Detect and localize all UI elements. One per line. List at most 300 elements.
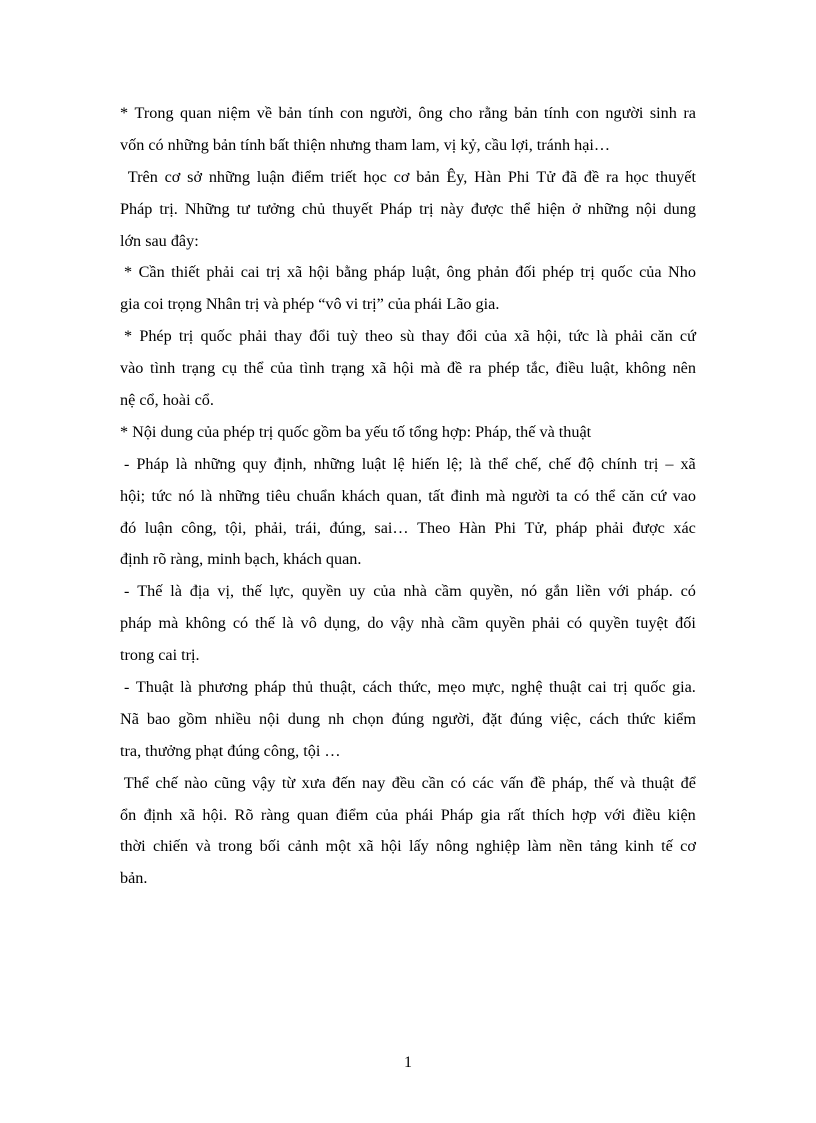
text-line bbox=[120, 516, 696, 548]
text-word: Pháp bbox=[440, 805, 474, 824]
text-word: Pháp bbox=[120, 199, 153, 218]
text-word: để bbox=[680, 773, 696, 792]
text-line bbox=[120, 356, 696, 388]
text-word: luật, bbox=[590, 359, 619, 378]
text-word: cai bbox=[587, 678, 607, 697]
text-word: Hàn bbox=[458, 518, 486, 537]
text-word: lực, bbox=[269, 582, 294, 601]
text-word: quyền bbox=[485, 614, 525, 633]
text-word: Tử bbox=[536, 167, 555, 186]
text-line bbox=[120, 420, 696, 452]
text-line bbox=[120, 133, 696, 165]
text-word: hội bbox=[393, 359, 414, 378]
text-word: nội bbox=[635, 199, 657, 218]
text-word: vậy bbox=[390, 614, 414, 633]
text-word: nên bbox=[672, 359, 696, 378]
text-word: hội bbox=[380, 837, 402, 856]
text-word: sai… bbox=[374, 518, 409, 537]
text-line-content: * Nội dung của phép trị quốc gồm ba yếu tố tổng hợp: Pháp, thế và thuật bbox=[120, 422, 592, 441]
text-word: có bbox=[680, 582, 696, 601]
text-word: gia. bbox=[672, 678, 696, 697]
text-word: xưa bbox=[301, 773, 326, 792]
text-word: mà bbox=[485, 486, 506, 505]
text-word: cai bbox=[240, 263, 260, 282]
text-word: * bbox=[120, 263, 133, 282]
text-word: nông bbox=[436, 837, 469, 856]
text-word: liền bbox=[576, 582, 601, 601]
text-word: ra bbox=[683, 104, 696, 122]
text-word: là bbox=[180, 678, 192, 697]
text-word: xã bbox=[371, 359, 387, 378]
text-word: tưởng bbox=[256, 199, 295, 218]
text-word: phải bbox=[239, 327, 267, 346]
text-word: cho bbox=[449, 104, 473, 122]
text-word: Những bbox=[184, 199, 230, 218]
text-word: có bbox=[450, 773, 466, 792]
text-word: kiện bbox=[667, 805, 696, 824]
text-word: nhiều bbox=[215, 709, 251, 728]
text-word: phải bbox=[595, 518, 624, 537]
text-word: quan, bbox=[386, 486, 422, 505]
text-word: bằng bbox=[335, 263, 368, 282]
text-word: các bbox=[472, 773, 494, 792]
text-word: làm bbox=[527, 837, 552, 856]
text-word: vị, bbox=[217, 582, 235, 601]
text-word: thế bbox=[241, 582, 262, 601]
text-word: pháp, bbox=[551, 773, 588, 792]
text-word: vô bbox=[300, 614, 317, 633]
text-word: rằng bbox=[478, 104, 508, 122]
text-word: thể bbox=[510, 199, 531, 218]
text-word: là bbox=[170, 582, 182, 601]
text-line-content: bản. bbox=[120, 869, 148, 888]
text-word: với bbox=[604, 805, 626, 824]
text-word: cầm bbox=[434, 582, 462, 601]
text-word: xác bbox=[673, 518, 696, 537]
text-word: theo bbox=[365, 327, 393, 346]
page-number: 1 bbox=[404, 1054, 412, 1071]
text-word: xã bbox=[514, 327, 530, 346]
text-line bbox=[120, 579, 696, 611]
text-word: của bbox=[270, 359, 293, 378]
text-word: trị bbox=[419, 199, 434, 218]
text-word: ta bbox=[556, 486, 568, 505]
text-word: đến bbox=[332, 773, 356, 792]
text-word: phái bbox=[405, 805, 434, 824]
text-word: nội bbox=[259, 709, 280, 728]
text-line bbox=[120, 834, 696, 866]
text-word: nó bbox=[520, 582, 538, 601]
text-word: chế bbox=[155, 773, 178, 792]
text-word: của bbox=[375, 805, 399, 824]
text-word: chính bbox=[601, 454, 638, 473]
text-word: Pháp bbox=[136, 454, 169, 473]
text-word: việc, bbox=[550, 709, 582, 728]
text-word: địa bbox=[189, 582, 210, 601]
text-word: thức, bbox=[398, 678, 432, 697]
text-word: Phi bbox=[494, 518, 517, 537]
text-line bbox=[120, 707, 696, 739]
text-line bbox=[120, 260, 696, 292]
text-word: thủ bbox=[292, 678, 314, 697]
text-word: nay bbox=[361, 773, 386, 792]
text-word: con bbox=[339, 104, 364, 122]
text-word: đề bbox=[583, 167, 600, 186]
text-word: là bbox=[175, 454, 188, 473]
text-word: ra bbox=[468, 359, 482, 378]
text-word: con bbox=[575, 104, 599, 122]
text-word: kiểm bbox=[663, 709, 696, 728]
text-word: bao bbox=[146, 709, 171, 728]
text-word: đổi bbox=[456, 327, 478, 346]
text-word: những bbox=[208, 167, 250, 186]
text-word: đúng, bbox=[329, 518, 366, 537]
text-word: gắn bbox=[544, 582, 569, 601]
text-word: mà bbox=[158, 614, 179, 633]
text-word: này bbox=[440, 199, 464, 218]
text-word: Cần bbox=[138, 263, 165, 282]
text-word: điều bbox=[555, 359, 584, 378]
text-word: tội, bbox=[225, 518, 247, 537]
text-word: học bbox=[363, 167, 387, 186]
text-word: xã bbox=[680, 454, 696, 473]
text-word: sở bbox=[187, 167, 203, 186]
text-word: cứ bbox=[650, 486, 667, 505]
text-word: thức bbox=[627, 709, 656, 728]
text-word: đối bbox=[515, 263, 536, 282]
text-word: xã bbox=[286, 263, 303, 282]
text-line-content: lớn sau đây: bbox=[120, 231, 199, 250]
text-word: quyền bbox=[589, 614, 629, 633]
text-word: thể bbox=[595, 486, 616, 505]
text-word: vao bbox=[672, 486, 696, 505]
text-word: tất bbox=[428, 486, 445, 505]
text-word: quyền bbox=[301, 582, 342, 601]
text-word: Nho bbox=[668, 263, 696, 282]
text-word: do bbox=[367, 614, 384, 633]
text-word: đặt bbox=[482, 709, 502, 728]
text-word: pháp bbox=[120, 614, 152, 633]
text-word: vấn bbox=[500, 773, 524, 792]
text-line bbox=[120, 739, 696, 771]
text-word: lệ; bbox=[446, 454, 463, 473]
text-word: có bbox=[573, 486, 590, 505]
text-word: pháp bbox=[373, 263, 406, 282]
text-word: quốc bbox=[601, 263, 633, 282]
text-word: - bbox=[120, 582, 130, 601]
text-word: Thế bbox=[137, 582, 163, 601]
text-word: xã bbox=[358, 837, 374, 856]
text-word: đối bbox=[675, 614, 696, 633]
text-word: ra bbox=[605, 167, 619, 186]
text-word: hợp bbox=[571, 805, 597, 824]
text-word: quy bbox=[242, 454, 267, 473]
text-word: người bbox=[605, 104, 644, 122]
text-word: thế bbox=[593, 773, 614, 792]
text-word: lệ bbox=[392, 454, 405, 473]
text-word: sù bbox=[400, 327, 415, 346]
text-word: trị bbox=[613, 678, 628, 697]
text-line bbox=[120, 803, 696, 835]
text-line bbox=[120, 292, 696, 324]
text-word: đúng bbox=[509, 709, 543, 728]
text-word: phép bbox=[488, 359, 520, 378]
text-word: rất bbox=[507, 805, 525, 824]
text-word: luận bbox=[144, 518, 173, 537]
text-word: hiện bbox=[537, 199, 566, 218]
text-line bbox=[120, 547, 696, 579]
text-word: thích bbox=[532, 805, 565, 824]
text-word: là bbox=[596, 327, 608, 346]
text-line bbox=[120, 324, 696, 356]
text-word: Nã bbox=[120, 709, 139, 728]
text-word: chế bbox=[548, 454, 571, 473]
text-line-content: gia coi trọng Nhân trị và phép “vô vi trị” của phái Lão gia. bbox=[120, 295, 500, 314]
text-word: cụ bbox=[221, 359, 238, 378]
text-word: tính bbox=[543, 104, 570, 122]
text-word: quyền, bbox=[469, 582, 514, 601]
text-word: những bbox=[218, 486, 260, 505]
text-word: pháp bbox=[254, 678, 286, 697]
text-line-content: vốn có những bản tính bất thiện nhưng tham lam, vị kỷ, cầu lợi, tránh hại… bbox=[120, 135, 611, 154]
text-word: và bbox=[195, 837, 211, 856]
text-word: ràng bbox=[260, 805, 290, 824]
text-word: lấy bbox=[408, 837, 429, 856]
text-word: luật, bbox=[411, 263, 441, 282]
text-word: thay bbox=[274, 327, 303, 346]
text-word: tình bbox=[299, 359, 325, 378]
text-word: hội, bbox=[536, 327, 562, 346]
text-word: có bbox=[232, 614, 249, 633]
text-word: người, bbox=[369, 104, 412, 122]
text-word: quan bbox=[180, 104, 212, 122]
text-word: nhà bbox=[403, 582, 427, 601]
text-word: phép bbox=[542, 263, 574, 282]
text-word: điều bbox=[632, 805, 661, 824]
text-word: tảng bbox=[589, 837, 618, 856]
text-word: người, bbox=[432, 709, 475, 728]
text-word: cách bbox=[589, 709, 619, 728]
text-word: đều bbox=[391, 773, 416, 792]
text-word: điểm bbox=[291, 167, 324, 186]
text-word: kinh bbox=[624, 837, 654, 856]
text-word: Pháp bbox=[379, 199, 413, 218]
text-word: được bbox=[632, 518, 665, 537]
text-word: không bbox=[625, 359, 666, 378]
text-word: tắc, bbox=[526, 359, 550, 378]
text-word: mà bbox=[420, 359, 441, 378]
text-word: đổi bbox=[309, 327, 330, 346]
text-word: * bbox=[120, 104, 129, 122]
text-word: luận bbox=[256, 167, 285, 186]
text-line bbox=[120, 484, 696, 516]
text-word: những bbox=[587, 199, 629, 218]
text-word: bản bbox=[278, 104, 302, 122]
text-word: dụng, bbox=[323, 614, 361, 633]
text-word: tế bbox=[661, 837, 673, 856]
text-word: nhà bbox=[420, 614, 445, 633]
text-word: dung bbox=[287, 709, 321, 728]
text-word: cơ bbox=[164, 167, 181, 186]
text-word: cơ bbox=[393, 167, 410, 186]
text-word: với bbox=[608, 582, 630, 601]
text-word: thuật bbox=[549, 678, 582, 697]
text-word: khách bbox=[341, 486, 381, 505]
text-word: không bbox=[185, 614, 226, 633]
text-word: bản bbox=[416, 167, 440, 186]
text-word: của bbox=[639, 263, 662, 282]
text-word: ông bbox=[418, 104, 443, 122]
text-word: Thuật bbox=[135, 678, 174, 697]
text-line bbox=[120, 771, 696, 803]
text-word: sinh bbox=[649, 104, 677, 122]
text-line bbox=[120, 101, 696, 133]
text-word: nền bbox=[558, 837, 583, 856]
text-word: cần bbox=[421, 773, 445, 792]
text-word: - bbox=[120, 454, 130, 473]
text-line-content: định rõ ràng, minh bạch, khách quan. bbox=[120, 550, 362, 569]
text-word: chọn bbox=[352, 709, 384, 728]
text-word: của bbox=[373, 582, 396, 601]
text-word: tuỳ bbox=[337, 327, 358, 346]
text-word: vào bbox=[120, 359, 144, 378]
text-word: luật bbox=[361, 454, 386, 473]
text-word: cầm bbox=[451, 614, 479, 633]
text-word: Hàn bbox=[474, 167, 502, 186]
text-word: Êy, bbox=[446, 167, 468, 186]
text-word: cảnh bbox=[287, 837, 319, 856]
text-line bbox=[120, 643, 696, 675]
text-word: định, bbox=[273, 454, 307, 473]
text-word: phải bbox=[615, 327, 644, 346]
text-word: mực, bbox=[472, 678, 505, 697]
text-word: điểm bbox=[335, 805, 369, 824]
text-word: gồm bbox=[178, 709, 208, 728]
text-word: chủ bbox=[301, 199, 326, 218]
text-word: hội bbox=[308, 263, 330, 282]
text-word: thiết bbox=[171, 263, 200, 282]
text-word: ở bbox=[572, 199, 581, 218]
text-word: đề bbox=[446, 359, 463, 378]
text-word: thay bbox=[421, 327, 450, 346]
text-word: tình bbox=[150, 359, 176, 378]
text-word: hiến bbox=[411, 454, 440, 473]
text-word: và bbox=[620, 773, 636, 792]
text-word: người bbox=[511, 486, 550, 505]
text-line bbox=[120, 229, 696, 261]
text-word: trị bbox=[266, 263, 281, 282]
text-word: thể bbox=[243, 359, 264, 378]
text-word: triết bbox=[330, 167, 357, 186]
text-word: cứ bbox=[679, 327, 696, 346]
text-line-content: nệ cổ, hoài cổ. bbox=[120, 391, 214, 410]
text-word: trị bbox=[580, 263, 595, 282]
text-word: phải bbox=[206, 263, 235, 282]
text-word: Phép bbox=[139, 327, 172, 346]
text-word: phản bbox=[477, 263, 509, 282]
text-word: gia bbox=[480, 805, 501, 824]
text-word: trong bbox=[218, 837, 253, 856]
text-word: uy bbox=[349, 582, 366, 601]
text-word: tiêu bbox=[266, 486, 291, 505]
text-word: tính bbox=[308, 104, 334, 122]
text-word: trị. bbox=[159, 199, 178, 218]
text-word: tư bbox=[236, 199, 250, 218]
text-line bbox=[120, 388, 696, 420]
text-word: nghiệp bbox=[475, 837, 520, 856]
text-word: đinh bbox=[450, 486, 480, 505]
text-word: thuyết bbox=[655, 167, 696, 186]
text-word: trị bbox=[178, 327, 194, 346]
text-word: quan bbox=[297, 805, 329, 824]
body-text bbox=[120, 101, 696, 898]
text-word: định bbox=[143, 805, 173, 824]
text-word: thuyết bbox=[332, 199, 373, 218]
text-word: Theo bbox=[417, 518, 451, 537]
text-word: Tử, bbox=[524, 518, 548, 537]
text-word: về bbox=[256, 104, 273, 122]
text-word: quốc bbox=[634, 678, 666, 697]
text-word: cũng bbox=[214, 773, 246, 792]
text-word: là bbox=[200, 486, 213, 505]
text-word: là bbox=[281, 614, 294, 633]
text-word: phương bbox=[198, 678, 249, 697]
text-word: cách bbox=[362, 678, 393, 697]
text-word: bối bbox=[259, 837, 281, 856]
text-word: - bbox=[120, 678, 130, 697]
text-word: nào bbox=[184, 773, 208, 792]
text-word: trị bbox=[644, 454, 659, 473]
text-word: Thể bbox=[120, 773, 149, 792]
text-word: nghệ bbox=[511, 678, 543, 697]
text-word: căn bbox=[621, 486, 645, 505]
text-word: Rõ bbox=[234, 805, 254, 824]
text-line bbox=[120, 452, 696, 484]
text-word: mẹo bbox=[437, 678, 466, 697]
text-word: thuật, bbox=[319, 678, 356, 697]
text-word: niệm bbox=[217, 104, 251, 122]
text-word: có bbox=[566, 614, 583, 633]
text-word: đúng bbox=[391, 709, 425, 728]
text-word: đề bbox=[530, 773, 546, 792]
text-line bbox=[120, 197, 696, 229]
text-word: Trên bbox=[120, 167, 158, 186]
text-word: được bbox=[470, 199, 504, 218]
text-word: vậy bbox=[252, 773, 276, 792]
text-word: độ bbox=[577, 454, 595, 473]
text-word: cơ bbox=[680, 837, 696, 856]
text-line-content: tra, thưởng phạt đúng công, tội … bbox=[120, 741, 341, 760]
text-word: trạng bbox=[331, 359, 365, 378]
text-word: pháp bbox=[555, 518, 588, 537]
text-word: phải bbox=[531, 614, 560, 633]
text-word: dung bbox=[663, 199, 696, 218]
text-word: những bbox=[313, 454, 355, 473]
text-word: pháp. bbox=[637, 582, 673, 601]
text-word: thuật bbox=[641, 773, 675, 792]
text-line-content: trong cai trị. bbox=[120, 646, 200, 665]
text-word: đã bbox=[561, 167, 578, 186]
text-word: căn bbox=[650, 327, 673, 346]
text-word: * bbox=[120, 327, 133, 346]
text-word: tuyệt bbox=[635, 614, 669, 633]
text-word: Phi bbox=[507, 167, 530, 186]
text-word: là bbox=[469, 454, 482, 473]
text-word: hội. bbox=[202, 805, 228, 824]
text-word: nh bbox=[328, 709, 345, 728]
text-word: trạng bbox=[181, 359, 216, 378]
text-line bbox=[120, 165, 696, 197]
